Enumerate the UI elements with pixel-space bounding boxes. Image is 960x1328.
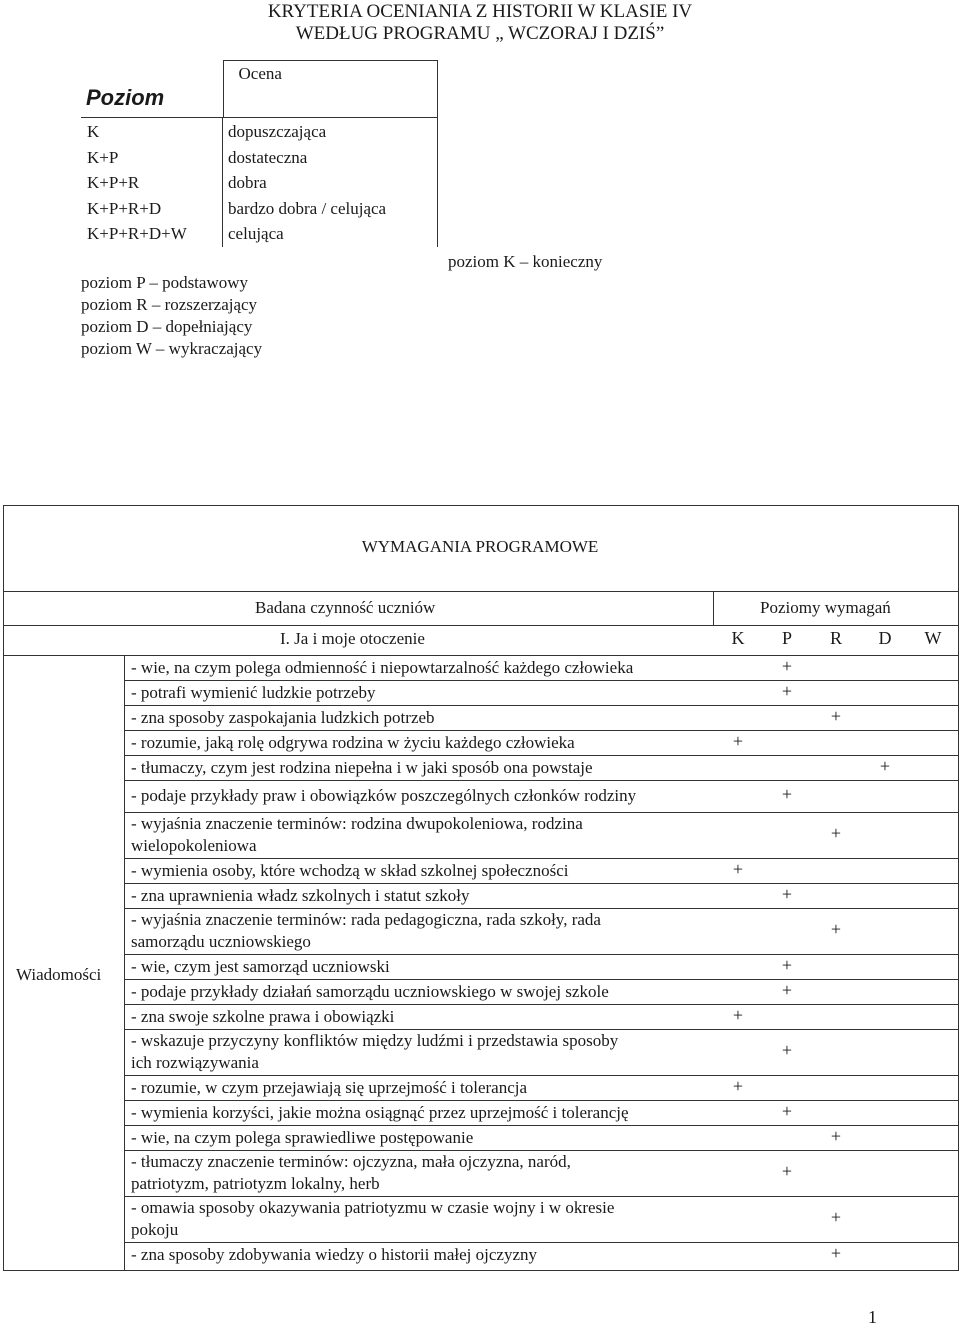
grading-level: K+P+R <box>87 173 140 192</box>
level-column-d: D <box>878 628 892 648</box>
requirement-line: pokoju <box>131 1220 179 1239</box>
grading-grade: dobra <box>228 173 267 192</box>
requirement-line: - wyjaśnia znaczenie terminów: rodzina dwupokoleniowa, rodzina <box>131 814 583 833</box>
grading-row <box>81 221 437 247</box>
requirement-text <box>131 860 568 882</box>
level-column-r: R <box>829 628 842 648</box>
requirement-text <box>131 785 636 807</box>
level-mark: + <box>781 784 793 804</box>
divider <box>124 780 959 781</box>
requirement-line: - tłumaczy znaczenie terminów: ojczyzna, mała ojczyzna, naród, <box>131 1152 571 1171</box>
level-mark: + <box>830 919 842 939</box>
level-mark: + <box>781 979 793 1000</box>
requirement-line: - tłumaczy, czym jest rodzina niepełna i w jaki sposób ona powstaje <box>131 757 593 777</box>
requirement-text <box>131 1077 527 1099</box>
levels-header: Poziomy wymagań <box>760 598 891 617</box>
requirement-text <box>131 1244 537 1266</box>
requirement-line: - wie, na czym polega odmienność i niepowtarzalność każdego człowieka <box>131 657 634 677</box>
requirement-text <box>131 682 376 704</box>
grading-level: K+P+R+D+W <box>87 224 187 243</box>
level-mark: + <box>732 858 744 879</box>
level-mark: + <box>830 823 842 843</box>
requirement-text <box>131 657 633 679</box>
page-number: 1 <box>868 1307 877 1327</box>
level-mark: + <box>879 755 891 776</box>
requirement-text <box>131 1006 394 1028</box>
requirement-line: - rozumie, w czym przejawiają się uprzejmość i tolerancja <box>131 1077 528 1097</box>
requirement-line: - zna swoje szkolne prawa i obowiązki <box>131 1006 395 1026</box>
requirement-line: - wymienia korzyści, jakie można osiągnąć przez uprzejmość i tolerancję <box>131 1102 629 1122</box>
divider <box>222 118 223 247</box>
requirement-text <box>131 1102 629 1124</box>
requirement-line: - omawia sposoby okazywania patriotyzmu w czasie wojny i w okresie <box>131 1198 615 1217</box>
level-mark: + <box>781 1040 793 1060</box>
divider <box>3 625 959 626</box>
level-mark: + <box>732 730 744 751</box>
level-mark: + <box>830 1207 842 1227</box>
grading-header-grade: Ocena <box>223 61 438 118</box>
requirement-text <box>131 1151 571 1195</box>
requirement-line: wielopokoleniowa <box>131 836 257 855</box>
title-line-1: KRYTERIA OCENIANIA Z HISTORII W KLASIE IV <box>267 1 693 22</box>
requirement-line: ich rozwiązywania <box>131 1053 259 1072</box>
level-legend <box>81 272 262 360</box>
legend-item: poziom W – wykraczający <box>81 339 263 358</box>
requirement-line: - zna uprawnienia władz szkolnych i statut szkoły <box>131 885 470 905</box>
title-line-2: WEDŁUG PROGRAMU „ WCZORAJ I DZIŚ” <box>295 23 665 44</box>
requirement-line: - zna sposoby zdobywania wiedzy o historii małej ojczyzny <box>131 1244 537 1264</box>
level-k-description: poziom K – konieczny <box>448 252 603 271</box>
requirements-title: WYMAGANIA PROGRAMOWE <box>361 537 599 556</box>
grading-level: K+P <box>87 147 119 167</box>
grading-row <box>81 170 437 196</box>
level-column-k: K <box>731 628 745 648</box>
level-mark: + <box>830 1125 842 1146</box>
requirement-line: - wymienia osoby, które wchodzą w skład szkolnej społeczności <box>131 860 569 880</box>
level-mark: + <box>732 1004 744 1025</box>
divider <box>3 591 959 592</box>
requirement-text <box>131 956 390 978</box>
requirement-line: - potrafi wymienić ludzkie potrzeby <box>131 682 376 702</box>
grading-level: K <box>87 122 100 141</box>
requirement-line: - wie, na czym polega sprawiedliwe postępowanie <box>131 1127 474 1147</box>
legend-item: poziom D – dopełniający <box>81 317 253 336</box>
level-mark: + <box>781 1161 793 1181</box>
level-column-w: W <box>924 628 942 648</box>
requirement-line: patriotyzm, patriotyzm lokalny, herb <box>131 1174 380 1193</box>
requirement-text <box>131 732 575 754</box>
level-mark: + <box>781 1100 793 1121</box>
requirement-line: - podaje przykłady działań samorządu uczniowskiego w swojej szkole <box>131 981 609 1001</box>
requirement-text <box>131 1030 618 1074</box>
activity-header: Badana czynność uczniów <box>255 598 436 617</box>
level-mark: + <box>781 655 793 676</box>
grading-header-level: Poziom <box>81 61 223 118</box>
grading-row <box>81 119 437 145</box>
level-mark: + <box>781 954 793 975</box>
grading-row <box>81 196 437 222</box>
requirement-text <box>131 885 469 907</box>
grading-grade: dopuszczająca <box>228 122 327 141</box>
level-mark: + <box>781 883 793 904</box>
requirement-text <box>131 757 593 779</box>
requirement-line: - wskazuje przyczyny konfliktów między ludźmi i przedstawia sposoby <box>131 1031 619 1050</box>
section-title: I. Ja i moje otoczenie <box>280 629 425 648</box>
requirement-line: - rozumie, jaką rolę odgrywa rodzina w życiu każdego człowieka <box>131 732 575 752</box>
level-column-p: P <box>781 628 792 648</box>
level-mark: + <box>732 1075 744 1096</box>
requirement-line: - podaje przykłady praw i obowiązków poszczególnych członków rodziny <box>131 786 637 805</box>
grading-grade: bardzo dobra / celująca <box>228 198 387 218</box>
requirement-text <box>131 909 601 953</box>
divider <box>713 591 714 625</box>
level-mark: + <box>781 680 793 701</box>
requirement-text <box>131 1127 473 1149</box>
grading-grade: celująca <box>228 224 284 243</box>
requirement-line: samorządu uczniowskiego <box>131 932 311 951</box>
divider <box>124 655 125 1271</box>
requirement-text <box>131 813 583 857</box>
grading-level: K+P+R+D <box>87 198 162 218</box>
legend-item: poziom R – rozszerzający <box>81 295 258 314</box>
requirement-text <box>131 981 609 1003</box>
grading-row <box>81 145 437 171</box>
requirement-line: - wyjaśnia znaczenie terminów: rada pedagogiczna, rada szkoły, rada <box>131 910 601 929</box>
legend-item: poziom P – podstawowy <box>81 273 249 292</box>
requirement-text <box>131 707 435 729</box>
requirement-text <box>131 1197 614 1241</box>
category-label: Wiadomości <box>16 965 102 984</box>
level-mark: + <box>830 1242 842 1263</box>
requirement-line: - zna sposoby zaspokajania ludzkich potrzeb <box>131 707 435 727</box>
grading-body <box>81 118 438 247</box>
grading-table <box>81 60 438 247</box>
requirement-line: - wie, czym jest samorząd uczniowski <box>131 956 390 976</box>
level-mark: + <box>830 705 842 726</box>
grading-grade: dostateczna <box>228 147 308 167</box>
